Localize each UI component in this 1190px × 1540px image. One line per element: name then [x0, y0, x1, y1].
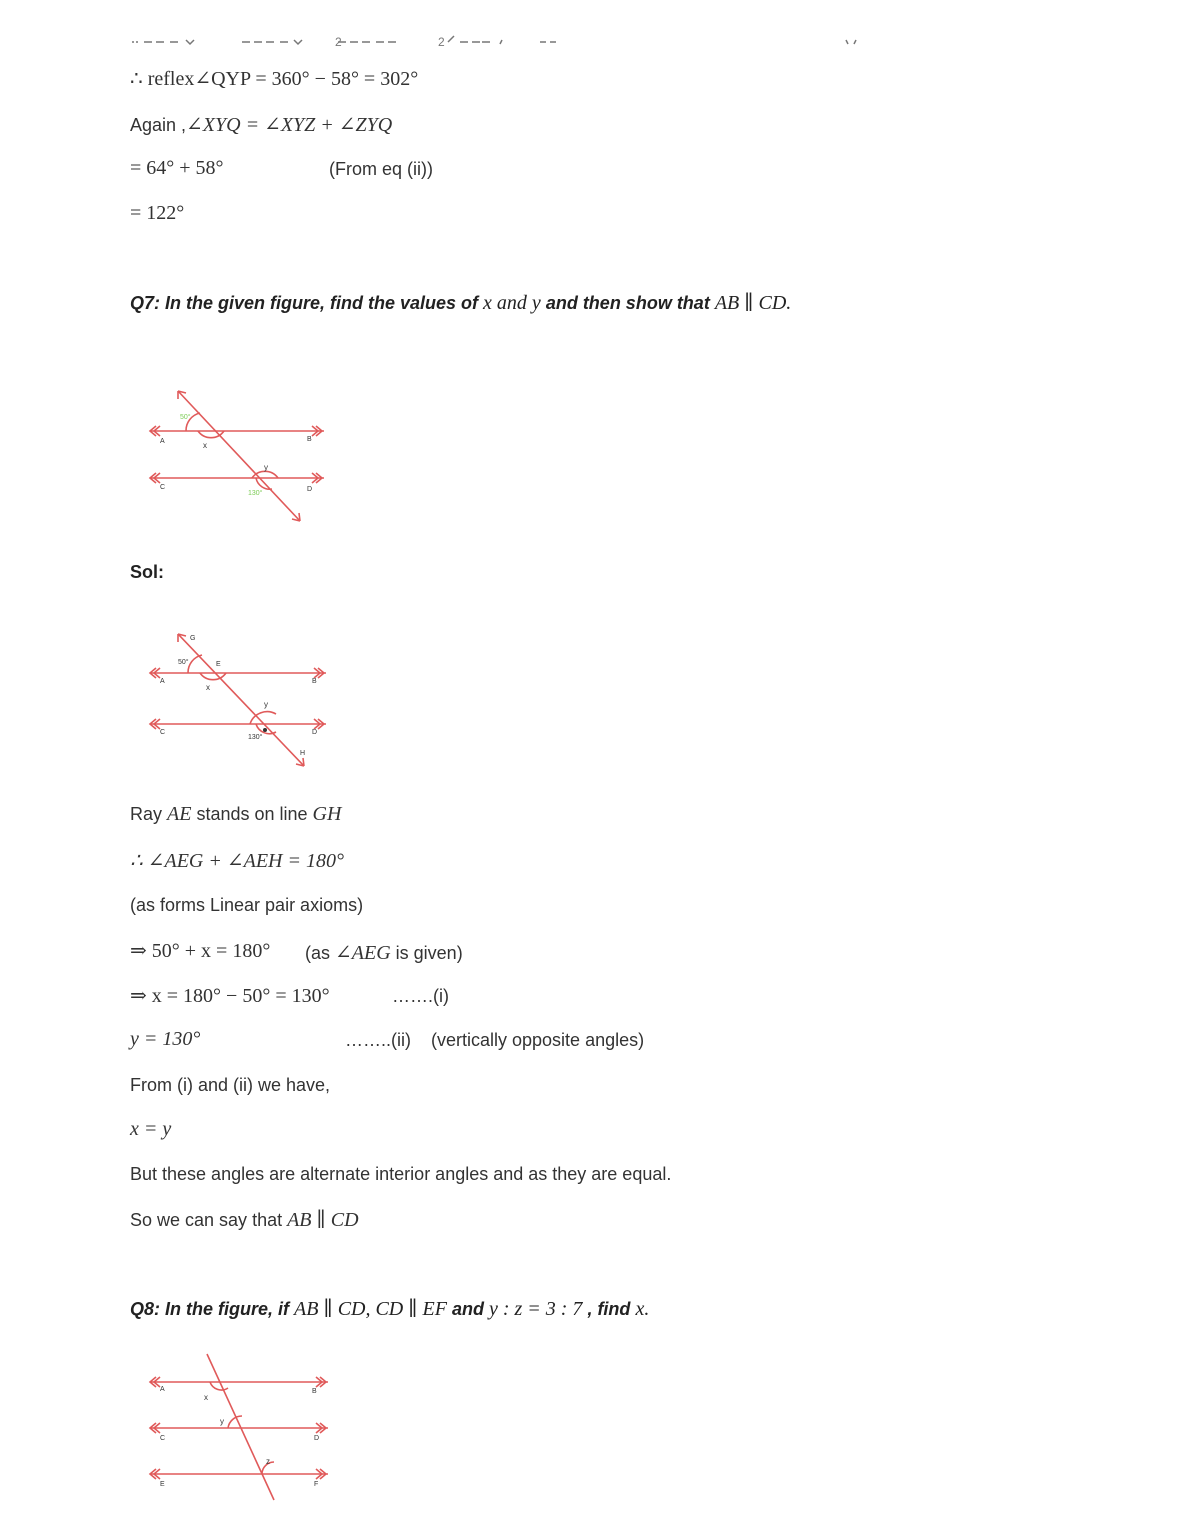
q7-middle: and then show that: [540, 293, 715, 313]
label-h: H: [300, 750, 306, 757]
label-e: E: [216, 661, 221, 668]
step1-note: (as ∠AEG is given): [305, 942, 463, 964]
step2-tag: …….(i): [392, 986, 449, 1006]
q7-relation: AB ∥ CD.: [714, 292, 792, 314]
from-line: From (i) and (ii) we have,: [130, 1075, 331, 1095]
label-50-degrees: 50°: [180, 414, 191, 421]
label-a: A: [160, 1386, 165, 1393]
point-marker: [263, 728, 267, 732]
reflex-angle-line: ∴ reflex∠QYP = 360° − 58° = 302°: [130, 68, 419, 90]
label-f: F: [314, 1481, 319, 1488]
q7-prefix: Q7: In the given figure, find the values of: [130, 293, 484, 313]
label-c: C: [160, 484, 166, 491]
result-line: = 122°: [130, 202, 185, 224]
q7-question: [130, 290, 791, 315]
label-130-degrees: 130°: [248, 490, 263, 497]
step1-line: ⇒ 50° + x = 180°: [130, 940, 271, 962]
solution-figure: [140, 628, 340, 773]
label-50-degrees: 50°: [178, 659, 189, 666]
y-equation: y = 130°: [130, 1028, 201, 1050]
ray-line: Ray AE stands on line GH: [130, 803, 342, 825]
again-prefix: Again ,: [130, 115, 187, 135]
q8-question: Q8: In the figure, if AB ∥ CD, CD ∥ EF and y : z = 3 : 7 , find x.: [130, 1298, 650, 1320]
y-tag: ……..(ii): [345, 1030, 411, 1050]
label-z: z: [266, 1457, 270, 1466]
linear-pair-line: ∴ ∠AEG + ∠AEH = 180°: [130, 850, 344, 872]
label-c: C: [160, 1435, 166, 1442]
again-line: [130, 112, 392, 137]
sum-line: = 64° + 58°: [130, 157, 224, 179]
line-gh-text: GH: [312, 803, 342, 825]
label-a: A: [160, 678, 165, 685]
conclusion-math: AB ∥ CD: [287, 1209, 359, 1231]
label-x: x: [203, 441, 207, 450]
conclusion-line: So we can say that AB ∥ CD: [130, 1209, 359, 1231]
svg-text:2: 2: [335, 35, 342, 48]
label-d: D: [307, 486, 313, 493]
y-note: (vertically opposite angles): [431, 1030, 645, 1050]
sum-note: (From eq (ii)): [329, 159, 433, 179]
q8-figure: [140, 1348, 340, 1508]
label-x: x: [206, 683, 210, 692]
alternate-angles-line: But these angles are alternate interior angles and as they are equal.: [130, 1164, 672, 1184]
label-b: B: [307, 436, 312, 443]
ray-ae: AE: [167, 803, 192, 825]
transversal: [207, 1354, 274, 1500]
label-d: D: [312, 729, 318, 736]
label-a: A: [160, 438, 165, 445]
q8-var: x.: [635, 1298, 650, 1320]
label-x: x: [204, 1393, 208, 1402]
label-d: D: [314, 1435, 320, 1442]
label-b: B: [312, 678, 317, 685]
label-e: E: [160, 1481, 165, 1488]
step2-line: ⇒ x = 180° − 50° = 130°: [130, 985, 330, 1007]
label-y: y: [264, 700, 268, 709]
q8-ratio: y : z = 3 : 7: [488, 1298, 583, 1320]
again-math: ∠XYQ = ∠XYZ + ∠ZYQ: [186, 114, 393, 136]
q7-figure: [140, 385, 340, 530]
cropped-previous-line: [130, 28, 870, 48]
label-y: y: [220, 1417, 224, 1426]
svg-text:2: 2: [438, 35, 445, 48]
q8-condition: AB ∥ CD, CD ∥ EF: [294, 1298, 447, 1320]
sol-label: Sol:: [130, 562, 164, 582]
label-g: G: [190, 635, 196, 642]
label-b: B: [312, 1388, 317, 1395]
label-y: y: [264, 463, 268, 472]
label-c: C: [160, 729, 166, 736]
label-130-degrees: 130°: [248, 734, 263, 741]
transversal: [178, 391, 300, 521]
x-equals-y: x = y: [130, 1118, 172, 1140]
line-gh: [178, 634, 304, 766]
axiom-line: (as forms Linear pair axioms): [130, 895, 364, 915]
q7-vars: x and y: [483, 292, 541, 314]
